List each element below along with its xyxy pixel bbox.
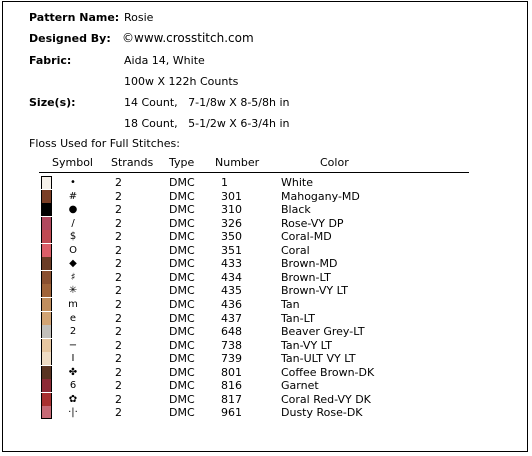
- color-name-cell: Brown-MD: [281, 257, 338, 271]
- color-name-cell: Coral Red-VY DK: [281, 392, 371, 406]
- symbol-cell: #: [68, 190, 78, 202]
- symbol-cell: 2: [69, 326, 77, 338]
- number-cell: 301: [221, 189, 242, 203]
- table-row: [0, 271, 532, 285]
- strands-cell: 2: [115, 392, 122, 406]
- table-row: [0, 217, 532, 231]
- symbol-cell: ✿: [68, 393, 78, 405]
- symbol-cell: 6: [69, 380, 77, 392]
- strands-cell: 2: [115, 230, 122, 244]
- color-swatch: [41, 366, 52, 379]
- color-name-cell: Coffee Brown-DK: [281, 365, 375, 379]
- color-swatch: [41, 406, 52, 419]
- number-cell: 437: [221, 311, 242, 325]
- symbol-cell: ◆: [69, 258, 77, 270]
- number-cell: 1: [221, 176, 228, 189]
- symbol-cell: ♯: [70, 271, 76, 283]
- table-row: [0, 325, 532, 339]
- color-name-cell: Tan-VY LT: [281, 338, 333, 352]
- table-row: [0, 230, 532, 244]
- floss-title: Floss Used for Full Stitches:: [29, 137, 180, 150]
- color-swatch: [41, 257, 52, 270]
- symbol-cell: ●: [68, 204, 78, 216]
- color-swatch: [41, 176, 52, 189]
- type-cell: DMC: [169, 325, 195, 339]
- header-divider: [39, 172, 469, 173]
- strands-cell: 2: [115, 189, 122, 203]
- designed-by-value: ©www.crosstitch.com: [122, 31, 254, 45]
- number-cell: 310: [221, 203, 242, 217]
- color-name-cell: Rose-VY DP: [281, 216, 344, 230]
- number-cell: 351: [221, 243, 242, 257]
- table-row: [0, 339, 532, 353]
- strands-cell: 2: [115, 338, 122, 352]
- type-cell: DMC: [169, 352, 195, 366]
- table-row: [0, 312, 532, 326]
- type-cell: DMC: [169, 379, 195, 393]
- number-cell: 433: [221, 257, 242, 271]
- color-name-cell: Dusty Rose-DK: [281, 406, 363, 420]
- table-row: [0, 257, 532, 271]
- strands-cell: 2: [115, 216, 122, 230]
- column-strands: Strands: [111, 156, 154, 169]
- strands-cell: 2: [115, 311, 122, 325]
- table-row: [0, 352, 532, 366]
- number-cell: 801: [221, 365, 242, 379]
- color-swatch: [41, 217, 52, 230]
- type-cell: DMC: [169, 406, 195, 420]
- symbol-cell: −: [68, 339, 78, 351]
- number-cell: 648: [221, 325, 242, 339]
- color-name-cell: Tan-ULT VY LT: [281, 352, 356, 366]
- color-name-cell: White: [281, 176, 313, 189]
- color-swatch: [41, 244, 52, 257]
- number-cell: 738: [221, 338, 242, 352]
- strands-cell: 2: [115, 352, 122, 366]
- color-swatch: [41, 230, 52, 243]
- number-cell: 435: [221, 284, 242, 298]
- type-cell: DMC: [169, 189, 195, 203]
- strands-cell: 2: [115, 284, 122, 298]
- color-swatch: [41, 271, 52, 284]
- symbol-cell: e: [69, 312, 77, 324]
- table-row: [0, 298, 532, 312]
- type-cell: DMC: [169, 203, 195, 217]
- size-18-count: 18 Count, 5-1/2w X 6-3/4h in: [124, 117, 290, 130]
- color-name-cell: Tan-LT: [281, 311, 315, 325]
- designed-by-label: Designed By:: [29, 32, 111, 45]
- color-name-cell: Coral-MD: [281, 230, 332, 244]
- strands-cell: 2: [115, 270, 122, 284]
- column-color: Color: [320, 156, 349, 169]
- sizes-label: Size(s):: [29, 96, 76, 109]
- color-swatch: [41, 203, 52, 216]
- table-row: [0, 203, 532, 217]
- column-number: Number: [215, 156, 260, 169]
- number-cell: 350: [221, 230, 242, 244]
- color-swatch: [41, 284, 52, 297]
- type-cell: DMC: [169, 230, 195, 244]
- strands-cell: 2: [115, 176, 122, 189]
- symbol-cell: O: [69, 244, 77, 256]
- type-cell: DMC: [169, 257, 195, 271]
- color-swatch: [41, 325, 52, 338]
- color-swatch: [41, 393, 52, 406]
- type-cell: DMC: [169, 311, 195, 325]
- table-row: [0, 244, 532, 258]
- color-swatch: [41, 339, 52, 352]
- color-name-cell: Black: [281, 203, 311, 217]
- type-cell: DMC: [169, 392, 195, 406]
- color-name-cell: Tan: [281, 297, 300, 311]
- number-cell: 739: [221, 352, 242, 366]
- number-cell: 326: [221, 216, 242, 230]
- pattern-name-label: Pattern Name:: [29, 11, 120, 24]
- strands-cell: 2: [115, 406, 122, 420]
- table-row: [0, 379, 532, 393]
- color-name-cell: Beaver Grey-LT: [281, 325, 365, 339]
- color-name-cell: Garnet: [281, 379, 319, 393]
- table-row: [0, 366, 532, 380]
- type-cell: DMC: [169, 338, 195, 352]
- color-swatch: [41, 379, 52, 392]
- type-cell: DMC: [169, 270, 195, 284]
- number-cell: 434: [221, 270, 242, 284]
- table-row: [0, 406, 532, 420]
- symbol-cell: •: [70, 177, 76, 188]
- column-symbol: Symbol: [52, 156, 93, 169]
- strands-cell: 2: [115, 379, 122, 393]
- symbol-cell: m: [68, 298, 78, 310]
- type-cell: DMC: [169, 176, 195, 189]
- color-swatch: [41, 352, 52, 365]
- type-cell: DMC: [169, 243, 195, 257]
- symbol-cell: ✤: [68, 366, 78, 378]
- number-cell: 817: [221, 392, 242, 406]
- color-swatch: [41, 190, 52, 203]
- table-row: [0, 393, 532, 407]
- number-cell: 961: [221, 406, 242, 420]
- strands-cell: 2: [115, 325, 122, 339]
- counts-value: 100w X 122h Counts: [124, 75, 239, 88]
- size-14-count: 14 Count, 7-1/8w X 8-5/8h in: [124, 96, 290, 109]
- type-cell: DMC: [169, 216, 195, 230]
- strands-cell: 2: [115, 297, 122, 311]
- table-row: [0, 176, 532, 190]
- pattern-name-value: Rosie: [124, 11, 154, 24]
- column-type: Type: [169, 156, 195, 169]
- type-cell: DMC: [169, 284, 195, 298]
- strands-cell: 2: [115, 203, 122, 217]
- table-row: [0, 190, 532, 204]
- symbol-cell: ·|·: [68, 407, 78, 419]
- color-swatch: [41, 312, 52, 325]
- symbol-cell: I: [71, 353, 75, 365]
- fabric-label: Fabric:: [29, 54, 72, 67]
- color-name-cell: Coral: [281, 243, 310, 257]
- symbol-cell: ✳: [68, 285, 78, 297]
- type-cell: DMC: [169, 297, 195, 311]
- color-name-cell: Brown-VY LT: [281, 284, 348, 298]
- symbol-cell: /: [71, 217, 75, 229]
- fabric-value: Aida 14, White: [124, 54, 205, 67]
- color-name-cell: Brown-LT: [281, 270, 331, 284]
- table-row: [0, 284, 532, 298]
- strands-cell: 2: [115, 365, 122, 379]
- number-cell: 436: [221, 297, 242, 311]
- type-cell: DMC: [169, 365, 195, 379]
- color-name-cell: Mahogany-MD: [281, 189, 360, 203]
- number-cell: 816: [221, 379, 242, 393]
- color-swatch: [41, 298, 52, 311]
- strands-cell: 2: [115, 257, 122, 271]
- strands-cell: 2: [115, 243, 122, 257]
- symbol-cell: $: [69, 231, 77, 243]
